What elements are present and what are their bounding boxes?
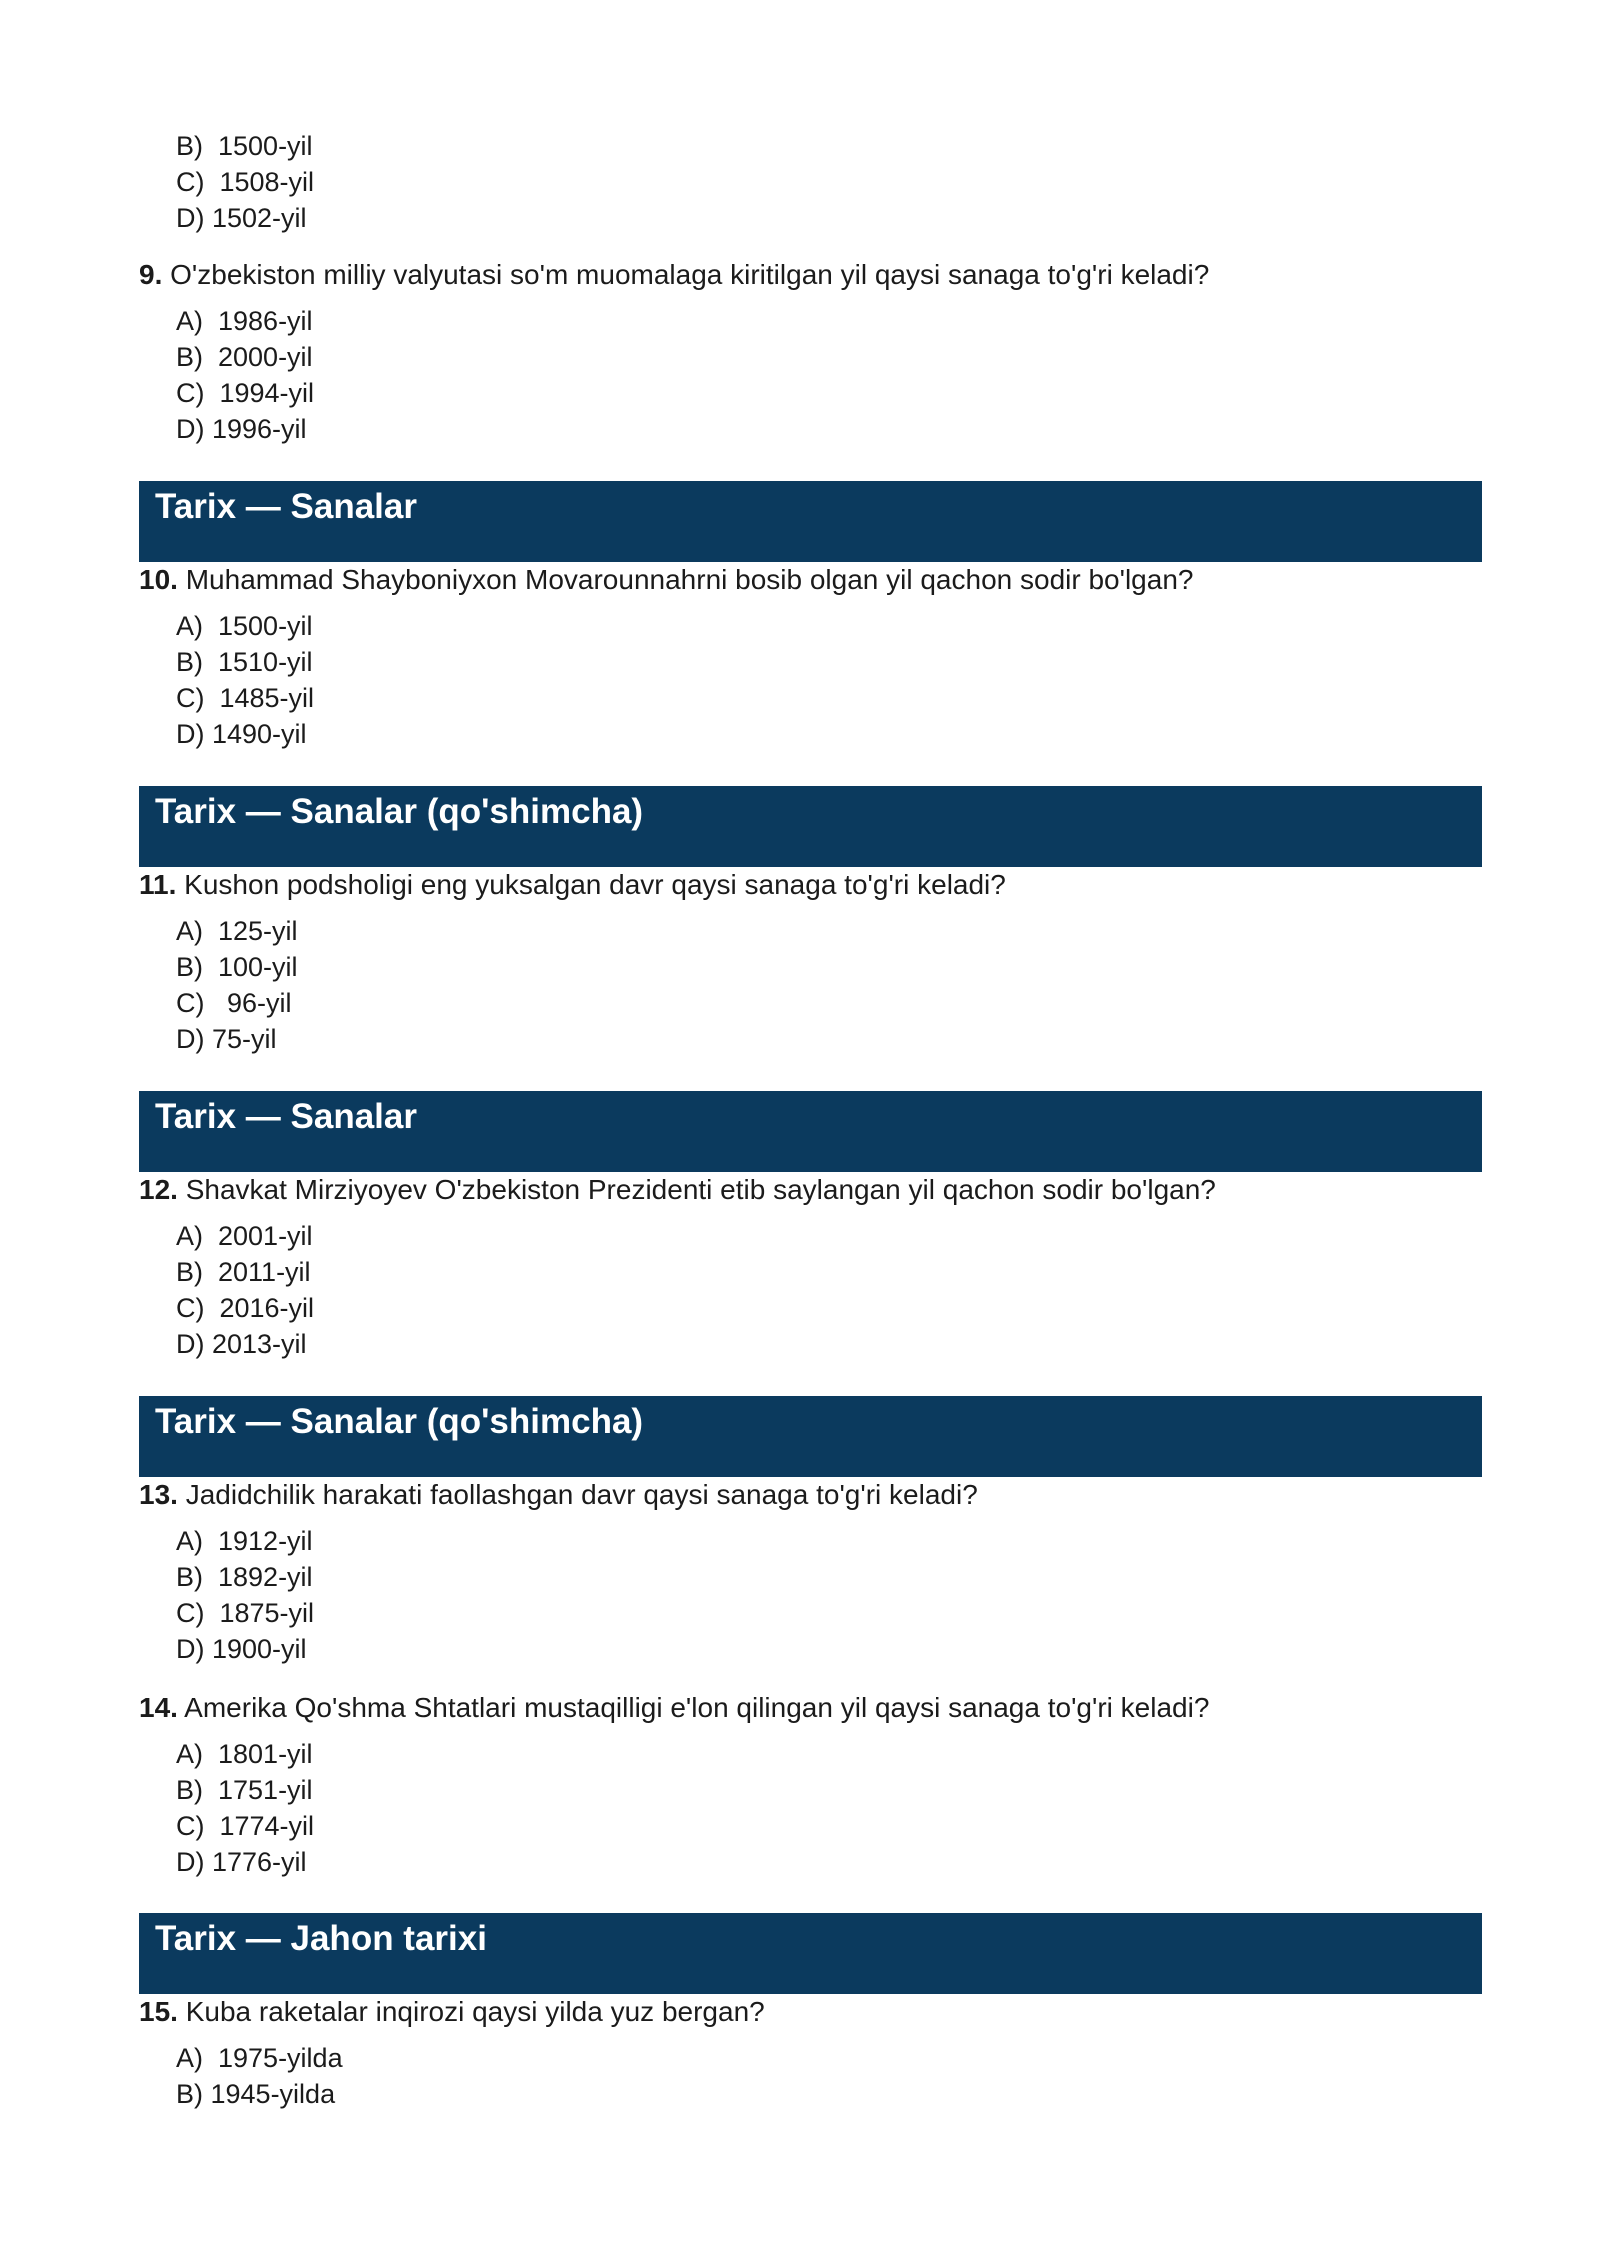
answer-option: A) 1975-yilda bbox=[176, 2043, 343, 2073]
section-header: Tarix — Sanalar (qo'shimcha) bbox=[139, 1396, 1482, 1477]
answer-option: A) 1801-yil bbox=[176, 1739, 313, 1769]
question-number: 14. bbox=[139, 1692, 178, 1723]
question-body: Amerika Qo'shma Shtatlari mustaqilligi e'lon qilingan yil qaysi sanaga to'g'ri keladi? bbox=[184, 1692, 1210, 1723]
answer-option: B) 2011-yil bbox=[176, 1257, 311, 1287]
answer-option: D) 1996-yil bbox=[176, 414, 307, 444]
answer-option: D) 1490-yil bbox=[176, 719, 307, 749]
section-header: Tarix — Sanalar bbox=[139, 481, 1482, 562]
answer-option: B) 2000-yil bbox=[176, 342, 313, 372]
answer-option: D) 1900-yil bbox=[176, 1634, 307, 1664]
question-number: 15. bbox=[139, 1996, 178, 2027]
answer-option: A) 1986-yil bbox=[176, 306, 313, 336]
question-text bbox=[139, 257, 1209, 293]
question-body: Shavkat Mirziyoyev O'zbekiston Prezidenti etib saylangan yil qachon sodir bo'lgan? bbox=[185, 1174, 1216, 1205]
answer-option: A) 2001-yil bbox=[176, 1221, 313, 1251]
question-number: 13. bbox=[139, 1479, 178, 1510]
answer-option: C) 2016-yil bbox=[176, 1293, 315, 1323]
answer-option: B) 1510-yil bbox=[176, 647, 313, 677]
answer-option: B) 1500-yil bbox=[176, 131, 313, 161]
question-body: Muhammad Shayboniyxon Movarounnahrni bosib olgan yil qachon sodir bo'lgan? bbox=[185, 564, 1194, 595]
answer-option: C) 1774-yil bbox=[176, 1811, 315, 1841]
section-header: Tarix — Sanalar (qo'shimcha) bbox=[139, 786, 1482, 867]
answer-option: D) 1502-yil bbox=[176, 203, 307, 233]
answer-option: A) 1500-yil bbox=[176, 611, 313, 641]
answer-option: C) 1508-yil bbox=[176, 167, 315, 197]
answer-option: A) 1912-yil bbox=[176, 1526, 313, 1556]
answer-option: C) 1875-yil bbox=[176, 1598, 315, 1628]
question-body: Kushon podsholigi eng yuksalgan davr qaysi sanaga to'g'ri keladi? bbox=[184, 869, 1006, 900]
section-header: Tarix — Jahon tarixi bbox=[139, 1913, 1482, 1994]
answer-option: C) 1485-yil bbox=[176, 683, 315, 713]
answer-option: D) 2013-yil bbox=[176, 1329, 307, 1359]
question-body: O'zbekiston milliy valyutasi so'm muomalaga kiritilgan yil qaysi sanaga to'g'ri keladi? bbox=[170, 259, 1210, 290]
question-text bbox=[139, 1172, 1216, 1208]
answer-option: D) 75-yil bbox=[176, 1024, 277, 1054]
question-text bbox=[139, 867, 1006, 903]
answer-option: B) 1892-yil bbox=[176, 1562, 313, 1592]
answer-option: D) 1776-yil bbox=[176, 1847, 307, 1877]
question-body: Kuba raketalar inqirozi qaysi yilda yuz bergan? bbox=[185, 1996, 765, 2027]
question-text bbox=[139, 1690, 1209, 1726]
question-number: 12. bbox=[139, 1174, 178, 1205]
question-body: Jadidchilik harakati faollashgan davr qaysi sanaga to'g'ri keladi? bbox=[185, 1479, 978, 1510]
answer-option: A) 125-yil bbox=[176, 916, 298, 946]
answer-option: C) 96-yil bbox=[176, 988, 292, 1018]
answer-option: B) 1945-yilda bbox=[176, 2079, 336, 2109]
question-number: 9. bbox=[139, 259, 163, 290]
question-number: 10. bbox=[139, 564, 178, 595]
answer-option: B) 1751-yil bbox=[176, 1775, 313, 1805]
question-text bbox=[139, 1477, 978, 1513]
answer-option: C) 1994-yil bbox=[176, 378, 315, 408]
question-text bbox=[139, 562, 1193, 598]
question-text bbox=[139, 1994, 765, 2030]
answer-option: B) 100-yil bbox=[176, 952, 298, 982]
section-header: Tarix — Sanalar bbox=[139, 1091, 1482, 1172]
question-number: 11. bbox=[139, 869, 177, 900]
